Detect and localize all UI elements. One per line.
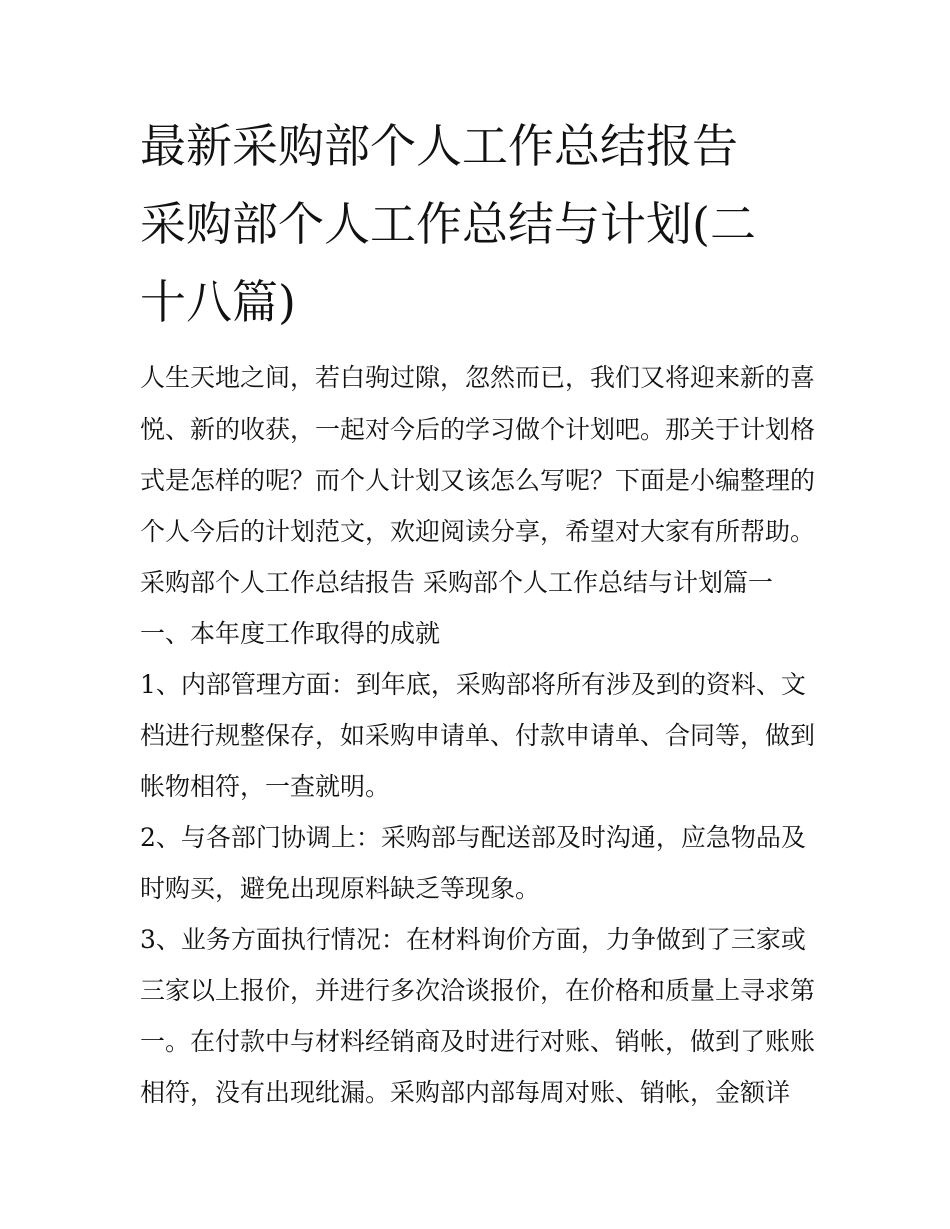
body-line: 人生天地之间，若白驹过隙，忽然而已，我们又将迎来新的喜 bbox=[140, 363, 816, 392]
section-heading: 一、本年度工作取得的成就 bbox=[140, 619, 441, 648]
title-line: 最新采购部个人工作总结报告 bbox=[140, 119, 738, 173]
title-line: 十八篇) bbox=[140, 275, 296, 329]
body-line: 三家以上报价，并进行多次洽谈报价，在价格和质量上寻求第 bbox=[140, 976, 816, 1005]
body-line: 式是怎样的呢？而个人计划又该怎么写呢？下面是小编整理的 bbox=[140, 466, 816, 495]
body-line: 档进行规整保存，如采购申请单、付款申请单、合同等，做到 bbox=[140, 721, 816, 750]
body-line: 一。在付款中与材料经销商及时进行对账、销帐，做到了账账 bbox=[140, 1027, 816, 1056]
body-line: 悦、新的收获，一起对今后的学习做个计划吧。那关于计划格 bbox=[140, 415, 816, 444]
body-line: 1、内部管理方面：到年底，采购部将所有涉及到的资料、文 bbox=[140, 670, 806, 699]
section-heading: 采购部个人工作总结报告 采购部个人工作总结与计划篇一 bbox=[140, 568, 773, 597]
body-line: 帐物相符，一查就明。 bbox=[140, 772, 391, 801]
body-line: 个人今后的计划范文，欢迎阅读分享，希望对大家有所帮助。 bbox=[140, 517, 816, 546]
title-line: 采购部个人工作总结与计划(二 bbox=[140, 197, 756, 251]
body-line: 相符，没有出现纰漏。采购部内部每周对账、销帐，金额详 bbox=[140, 1078, 791, 1107]
body-line: 3、业务方面执行情况：在材料询价方面，力争做到了三家或 bbox=[140, 925, 806, 954]
body-line: 时购买，避免出现原料缺乏等现象。 bbox=[140, 874, 541, 903]
body-line: 2、与各部门协调上：采购部与配送部及时沟通，应急物品及 bbox=[140, 823, 806, 852]
